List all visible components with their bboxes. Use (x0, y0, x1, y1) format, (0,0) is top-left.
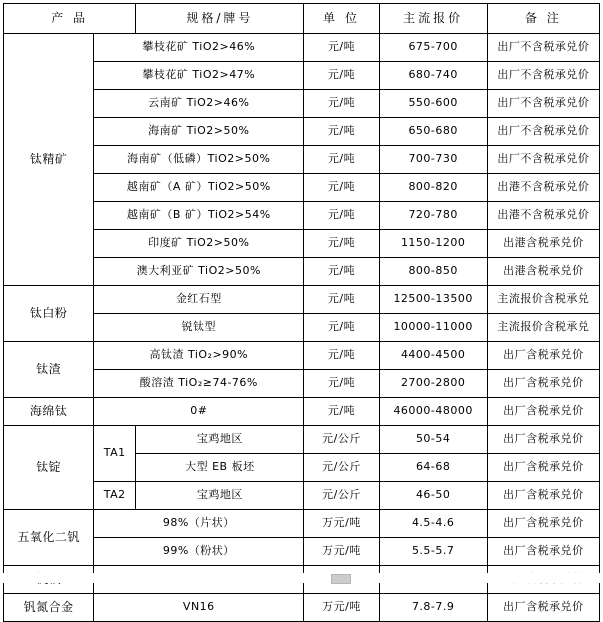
remark-cell: 出厂不含税承兑价 (487, 62, 599, 90)
unit-cell: 元/吨 (304, 146, 379, 174)
price-cell: 5.5-5.7 (379, 538, 487, 566)
spec-cell: 0# (94, 398, 304, 426)
spec-cell: 越南矿（B 矿）TiO2>54% (94, 202, 304, 230)
price-cell: 46000-48000 (379, 398, 487, 426)
grade-cell-ta2: TA2 (94, 482, 136, 510)
table-row (4, 398, 600, 426)
spec-cell: 宝鸡地区 (136, 426, 304, 454)
price-cell: 800-820 (379, 174, 487, 202)
remark-cell: 出厂含税承兑价 (487, 370, 599, 398)
category-cell-vanadium-pentoxide: 五氧化二钒 (4, 510, 94, 566)
remark-cell: 出港不含税承兑价 (487, 174, 599, 202)
spec-cell: 酸溶渣 TiO₂≥74-76% (94, 370, 304, 398)
price-table (3, 3, 600, 622)
table-row (4, 314, 600, 342)
table-row (4, 62, 600, 90)
price-cell: 7.8-7.9 (379, 594, 487, 622)
spec-cell: 海南矿（低磷）TiO2>50% (94, 146, 304, 174)
price-cell: 550-600 (379, 90, 487, 118)
unit-cell: 元/吨 (304, 370, 379, 398)
spec-cell: 云南矿 TiO2>46% (94, 90, 304, 118)
table-row (4, 510, 600, 538)
remark-cell: 出厂含税承兑价 (487, 398, 599, 426)
spec-cell: 攀枝花矿 TiO2>46% (94, 34, 304, 62)
unit-cell: 元/吨 (304, 258, 379, 286)
remark-cell: 出厂含税承兑价 (487, 510, 599, 538)
table-row (4, 426, 600, 454)
spec-cell: 98%（片状） (94, 510, 304, 538)
price-cell: 800-850 (379, 258, 487, 286)
category-cell-titanium-dioxide: 钛白粉 (4, 286, 94, 342)
spec-cell: 大型 EB 板坯 (136, 454, 304, 482)
spec-cell: 99%（粉状） (94, 538, 304, 566)
price-cell: 675-700 (379, 34, 487, 62)
remark-cell: 出港含税承兑价 (487, 230, 599, 258)
remark-cell: 出厂不含税承兑价 (487, 118, 599, 146)
spec-cell: 高钛渣 TiO₂>90% (94, 342, 304, 370)
spec-cell: 金红石型 (94, 286, 304, 314)
category-cell-titanium-ingot: 钛锭 (4, 426, 94, 510)
price-cell: 12500-13500 (379, 286, 487, 314)
horizontal-scrollbar[interactable] (0, 573, 603, 583)
unit-cell: 元/公斤 (304, 482, 379, 510)
remark-cell: 出厂不含税承兑价 (487, 34, 599, 62)
table-row (4, 90, 600, 118)
remark-cell: 出厂不含税承兑价 (487, 90, 599, 118)
remark-cell: 出厂含税承兑价 (487, 538, 599, 566)
price-cell: 680-740 (379, 62, 487, 90)
table-row (4, 538, 600, 566)
table-header (4, 4, 600, 34)
price-cell: 700-730 (379, 146, 487, 174)
unit-cell: 元/吨 (304, 174, 379, 202)
price-cell: 10000-11000 (379, 314, 487, 342)
unit-cell: 元/吨 (304, 398, 379, 426)
unit-cell: 元/吨 (304, 90, 379, 118)
unit-cell: 元/吨 (304, 62, 379, 90)
table-row (4, 342, 600, 370)
price-cell: 4.5-4.6 (379, 510, 487, 538)
price-cell: 720-780 (379, 202, 487, 230)
table-row (4, 230, 600, 258)
spec-cell: VN16 (94, 594, 304, 622)
category-cell-titanium-slag: 钛渣 (4, 342, 94, 398)
table-row (4, 146, 600, 174)
table-row (4, 286, 600, 314)
spec-cell: 攀枝花矿 TiO2>47% (94, 62, 304, 90)
table-body (4, 34, 600, 622)
remark-cell: 主流报价含税承兑 (487, 286, 599, 314)
spec-cell: 越南矿（A 矿）TiO2>50% (94, 174, 304, 202)
spec-cell: 印度矿 TiO2>50% (94, 230, 304, 258)
grade-cell-ta1: TA1 (94, 426, 136, 482)
unit-cell: 元/公斤 (304, 454, 379, 482)
unit-cell: 元/吨 (304, 286, 379, 314)
price-cell: 650-680 (379, 118, 487, 146)
price-cell: 1150-1200 (379, 230, 487, 258)
table-row (4, 174, 600, 202)
table-row (4, 482, 600, 510)
header-price: 主流报价 (379, 4, 487, 34)
header-unit: 单 位 (304, 4, 379, 34)
remark-cell: 出港不含税承兑价 (487, 202, 599, 230)
price-cell: 4400-4500 (379, 342, 487, 370)
unit-cell: 元/吨 (304, 314, 379, 342)
remark-cell: 出厂不含税承兑价 (487, 146, 599, 174)
table-row (4, 370, 600, 398)
unit-cell: 元/吨 (304, 342, 379, 370)
header-remark: 备 注 (487, 4, 599, 34)
spec-cell: 澳大利亚矿 TiO2>50% (94, 258, 304, 286)
category-cell-vanadium-nitrogen-alloy: 钒氮合金 (4, 594, 94, 622)
table-row (4, 594, 600, 622)
remark-cell: 主流报价含税承兑 (487, 314, 599, 342)
table-row (4, 34, 600, 62)
table-header-row (4, 4, 600, 34)
price-cell: 2700-2800 (379, 370, 487, 398)
spec-cell: 宝鸡地区 (136, 482, 304, 510)
price-cell: 50-54 (379, 426, 487, 454)
unit-cell: 万元/吨 (304, 538, 379, 566)
unit-cell: 元/吨 (304, 118, 379, 146)
unit-cell: 元/吨 (304, 230, 379, 258)
remark-cell: 出厂含税承兑价 (487, 342, 599, 370)
remark-cell: 出厂含税承兑价 (487, 426, 599, 454)
category-cell-titanium-concentrate: 钛精矿 (4, 34, 94, 286)
table-row (4, 118, 600, 146)
unit-cell: 元/吨 (304, 202, 379, 230)
remark-cell: 出厂含税承兑价 (487, 482, 599, 510)
unit-cell: 元/吨 (304, 34, 379, 62)
spec-cell: 锐钛型 (94, 314, 304, 342)
spec-cell: 海南矿 TiO2>50% (94, 118, 304, 146)
table-row (4, 202, 600, 230)
remark-cell: 出港含税承兑价 (487, 258, 599, 286)
price-cell: 64-68 (379, 454, 487, 482)
unit-cell: 万元/吨 (304, 510, 379, 538)
remark-cell: 出厂含税承兑价 (487, 454, 599, 482)
unit-cell: 元/公斤 (304, 426, 379, 454)
category-cell-titanium-sponge: 海绵钛 (4, 398, 94, 426)
unit-cell: 万元/吨 (304, 594, 379, 622)
remark-cell: 出厂含税承兑价 (487, 594, 599, 622)
header-spec: 规格/牌号 (136, 4, 304, 34)
price-cell: 46-50 (379, 482, 487, 510)
table-row (4, 258, 600, 286)
header-product: 产 品 (4, 4, 136, 34)
